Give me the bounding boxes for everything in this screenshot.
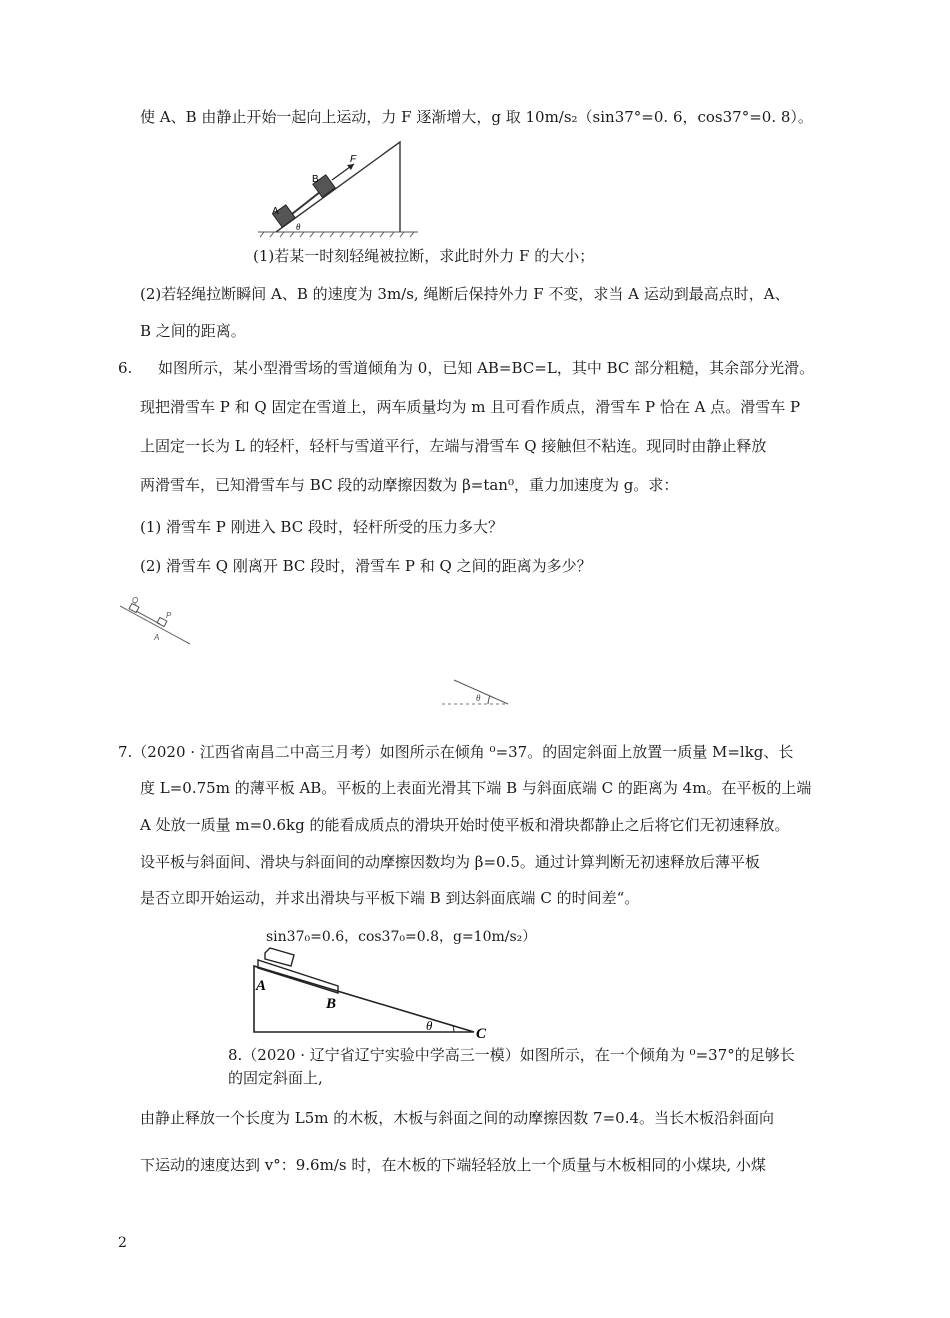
q8-line3: 由静止释放一个长度为 L5m 的木板，木板与斜面之间的动摩擦因数 7=0.4。当长木板沿斜面向 [140,1109,775,1127]
q6-slope-figure [118,594,193,648]
q6-label-a: A [154,633,160,642]
q7-line2: 度 L=0.75m 的薄平板 AB。平板的上表面光滑其下端 B 与斜面底端 C 的距离为 4m。在平板的上端 [140,779,812,797]
q6-rod [136,611,160,624]
q6-label-theta: θ [476,693,481,703]
q7-label-c: C [476,1026,487,1040]
q7-line1: 7.（2020 · 江西省南昌二中高三月考）如图所示在倾角 ⁰=37。的固定斜面上放置一质量 M=lkg、长 [118,743,794,761]
q6-label-p: P [166,611,172,620]
q5-label-b: B [312,174,319,185]
q6-number: 6. [118,359,133,377]
q6-line2: 现把滑雪车 P 和 Q 固定在雪道上，两车质量均为 m 且可看作质点，滑雪车 P 恰在 A 点。滑雪车 P [140,398,801,416]
q7-line4: 设平板与斜面间、滑块与斜面间的动摩擦因数均为 β=0.5。通过计算判断无初速释放后薄平板 [140,853,760,871]
q8-line2: 的固定斜面上, [228,1069,323,1087]
q8-line4: 下运动的速度达到 v°：9.6m/s 时，在木板的下端轻轻放上一个质量与木板相同的小煤块, 小煤 [140,1156,766,1174]
q5-sub1: (1)若某一时刻轻绳被拉断，求此时外力 F 的大小； [253,247,595,265]
q5-intro-line: 使 A、B 由静止开始一起向上运动，力 F 逐渐增大，g 取 10m/s₂（sin37°=0. 6，cos37°=0. 8）。 [140,108,813,126]
q6-sub1: (1) 滑雪车 P 刚进入 BC 段时，轻杆所受的压力多大？ [140,518,503,536]
q7-line3: A 处放一质量 m=0.6kg 的能看成质点的滑块开始时使平板和滑块都静止之后将它们无初速释放。 [140,816,790,834]
q6-angle-arc [488,696,490,704]
q6-line4: 两滑雪车，已知滑雪车与 BC 段的动摩擦因数为 β=tan⁰，重力加速度为 g。求： [140,476,679,494]
q6-angle-incline [454,680,508,704]
q6-sub2: (2) 滑雪车 Q 刚离开 BC 段时，滑雪车 P 和 Q 之间的距离为多少？ [140,557,592,575]
q6-line1: 如图所示，某小型滑雪场的雪道倾角为 0，已知 AB=BC=L，其中 BC 部分粗糙，其余部分光滑。 [158,359,815,377]
q7-label-theta: θ [426,1018,433,1033]
q6-label-q: Q [132,596,139,605]
q5-label-a: A [272,206,279,217]
q5-ground-hatch [258,232,418,237]
q7-label-a: A [256,978,267,994]
q7-line5: 是否立即开始运动，并求出滑块与平板下端 B 到达斜面底端 C 的时间差“。 [140,889,640,907]
q5-sub2-line2: B 之间的距离。 [140,322,246,340]
q8-line1: 8.（2020 · 辽宁省辽宁实验中学高三一模）如图所示，在一个倾角为 ⁰=37°的足够长 [228,1046,795,1064]
q7-angle-arc [453,1026,454,1032]
q5-sub2-line1: (2)若轻绳拉断瞬间 A、B 的速度为 3m/s, 绳断后保持外力 F 不变，求当 A 运动到最高点时，A、 [140,285,790,303]
q5-incline-figure [258,138,418,240]
q5-label-theta: θ [296,222,301,232]
q7-given-values: sin37₀=0.6，cos37₀=0.8，g=10m/s₂） [266,929,537,945]
q6-angle-figure [440,676,512,712]
q6-line3: 上固定一长为 L 的轻杆，轻杆与雪道平行，左端与滑雪车 Q 接触但不粘连。现同时由静止释放 [140,437,767,455]
q5-label-f: F [350,154,357,165]
q7-slope-figure [248,942,498,1040]
q7-incline [254,966,474,1032]
q7-label-b: B [326,996,337,1012]
page-number: 2 [118,1235,127,1251]
